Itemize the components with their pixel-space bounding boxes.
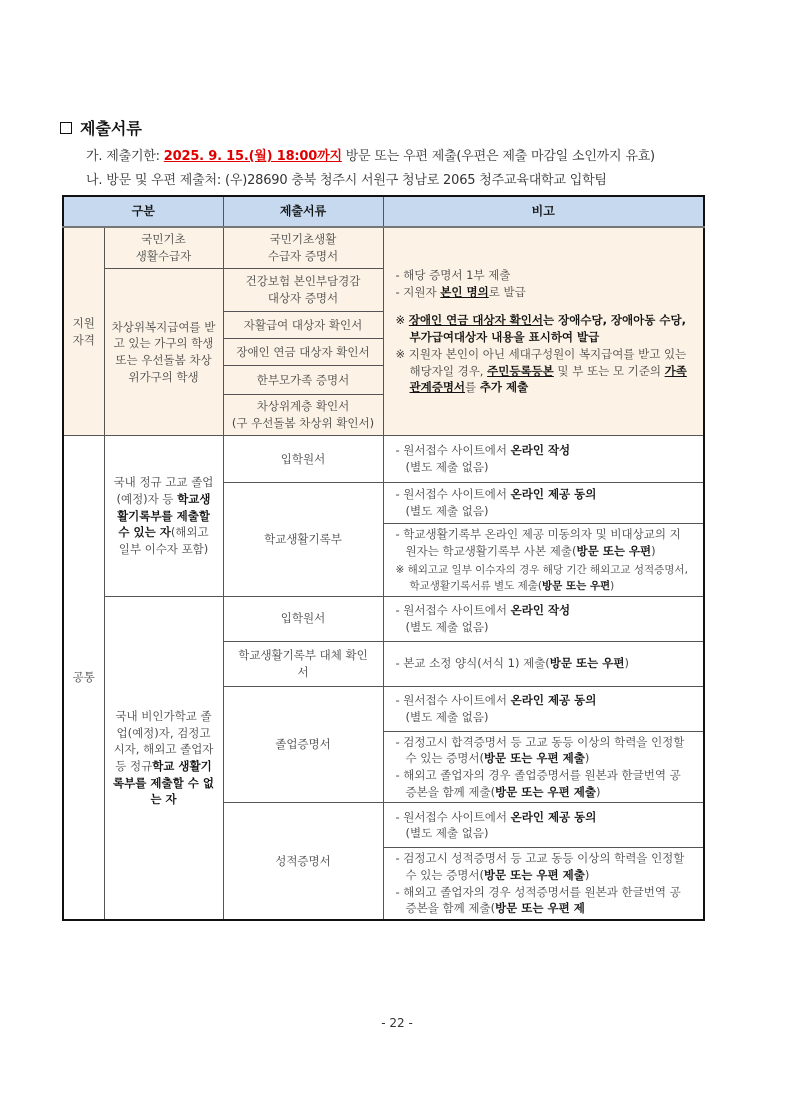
- deadline-suffix: 방문 또는 우편 제출(우편은 제출 마감일 소인까지 유효): [341, 149, 655, 164]
- table-row: [63, 227, 704, 269]
- category-support: 지원 자격: [63, 227, 104, 436]
- group-basic-livelihood: 국민기초 생활수급자: [104, 227, 223, 269]
- group-near-poverty: 차상위복지급여를 받고 있는 가구의 학생 또는 우선돌봄 차상위가구의 학생: [104, 269, 223, 436]
- remark-cell: - 원서접수 사이트에서 온라인 작성 (별도 제출 없음): [383, 596, 704, 641]
- remark-cell: - 원서접수 사이트에서 온라인 제공 동의 (별도 제출 없음): [383, 803, 704, 848]
- section-heading: [60, 116, 142, 139]
- category-common: 공통: [63, 436, 104, 921]
- page-number: - 22 -: [381, 1016, 413, 1030]
- documents-table: [62, 195, 705, 921]
- doc-health-insurance: 건강보험 본인부담경감 대상자 증명서: [223, 269, 383, 312]
- doc-self-support: 자활급여 대상자 확인서: [223, 312, 383, 339]
- remark-cell: - 원서접수 사이트에서 온라인 제공 동의 (별도 제출 없음): [383, 686, 704, 731]
- table-header-row: [63, 196, 704, 227]
- group-regular-hs: 국내 정규 고교 졸업(예정)자 등 학교생활기록부를 제출할 수 있는 자(해외고 일부 이수자 포함): [104, 436, 223, 597]
- header-documents: 제출서류: [223, 196, 383, 227]
- remark-note: ※ 장애인 연금 대상자 확인서는 장애수당, 장애아동 수당, 부가급여대상자 내용을 표시하여 발급: [395, 313, 686, 345]
- doc-disability-pension: 장애인 연금 대상자 확인서: [223, 339, 383, 366]
- remark-cell: ※ 해외고교 일부 이수자의 경우 해당 기간 해외고교 성적증명서, 학교생활기록서류 별도 제출(방문 또는 우편): [383, 561, 704, 596]
- remark-cell: - 본교 소정 양식(서식 1) 제출(방문 또는 우편): [383, 641, 704, 686]
- group-non-regular: 국내 비인가학교 졸업(예정)자, 검정고시자, 해외고 졸업자 등 정규학교 생활기록부를 제출할 수 없는 자: [104, 596, 223, 920]
- checkbox-square-icon: [60, 122, 72, 134]
- remark-line: - 지원자 본인 명의로 발급: [395, 284, 526, 299]
- table-row: [63, 596, 704, 641]
- doc-application: 입학원서: [223, 436, 383, 483]
- support-remarks: [383, 227, 704, 436]
- remark-cell: - 검정고시 합격증명서 등 고교 동등 이상의 학력을 인정할 수 있는 증명서(방문 또는 우편 제출) - 해외고 졸업자의 경우 졸업증명서를 원본과 한글번역 공증본을 함께 제출(방문 또는 우편 제출): [383, 731, 704, 803]
- header-remarks: 비고: [383, 196, 704, 227]
- remark-cell: - 검정고시 성적증명서 등 고교 동등 이상의 학력을 인정할 수 있는 증명서(방문 또는 우편 제출) - 해외고 졸업자의 경우 성적증명서를 원본과 한글번역 공증본을 함께 제출(방문 또는 우편 제: [383, 848, 704, 920]
- deadline-label: 가. 제출기한:: [86, 149, 164, 164]
- doc-transcript: 성적증명서: [223, 803, 383, 920]
- remark-cell: - 원서접수 사이트에서 온라인 작성 (별도 제출 없음): [383, 436, 704, 483]
- doc-single-parent: 한부모가족 증명서: [223, 366, 383, 395]
- table-row: [63, 436, 704, 483]
- remark-cell: - 원서접수 사이트에서 온라인 제공 동의 (별도 제출 없음): [383, 483, 704, 524]
- doc-application: 입학원서: [223, 596, 383, 641]
- deadline-line: [86, 145, 655, 164]
- address-line: 나. 방문 및 우편 제출처: (우)28690 충북 청주시 서원구 청남로 2065 청주교육대학교 입학팀: [86, 173, 607, 188]
- doc-graduation-cert: 졸업증명서: [223, 686, 383, 803]
- section-title: 제출서류: [80, 119, 142, 138]
- doc-near-poverty-cert: 차상위계층 확인서 (구 우선돌봄 차상위 확인서): [223, 395, 383, 436]
- header-category: 구분: [63, 196, 223, 227]
- doc-school-record: 학교생활기록부: [223, 483, 383, 597]
- remark-line: - 해당 증명서 1부 제출: [395, 268, 511, 283]
- doc-basic-livelihood-cert: 국민기초생활 수급자 증명서: [223, 227, 383, 269]
- doc-record-substitute: 학교생활기록부 대체 확인서: [223, 641, 383, 686]
- remark-note: ※ 지원자 본인이 아닌 세대구성원이 복지급여를 받고 있는 해당자일 경우, 주민등록등본 및 부 또는 모 기준의 가족관계증명서를 추가 제출: [395, 346, 687, 395]
- remark-cell: - 학교생활기록부 온라인 제공 미동의자 및 비대상교의 지원자는 학교생활기록부 사본 제출(방문 또는 우편): [383, 524, 704, 562]
- deadline-value: 2025. 9. 15.(월) 18:00까지: [163, 149, 342, 164]
